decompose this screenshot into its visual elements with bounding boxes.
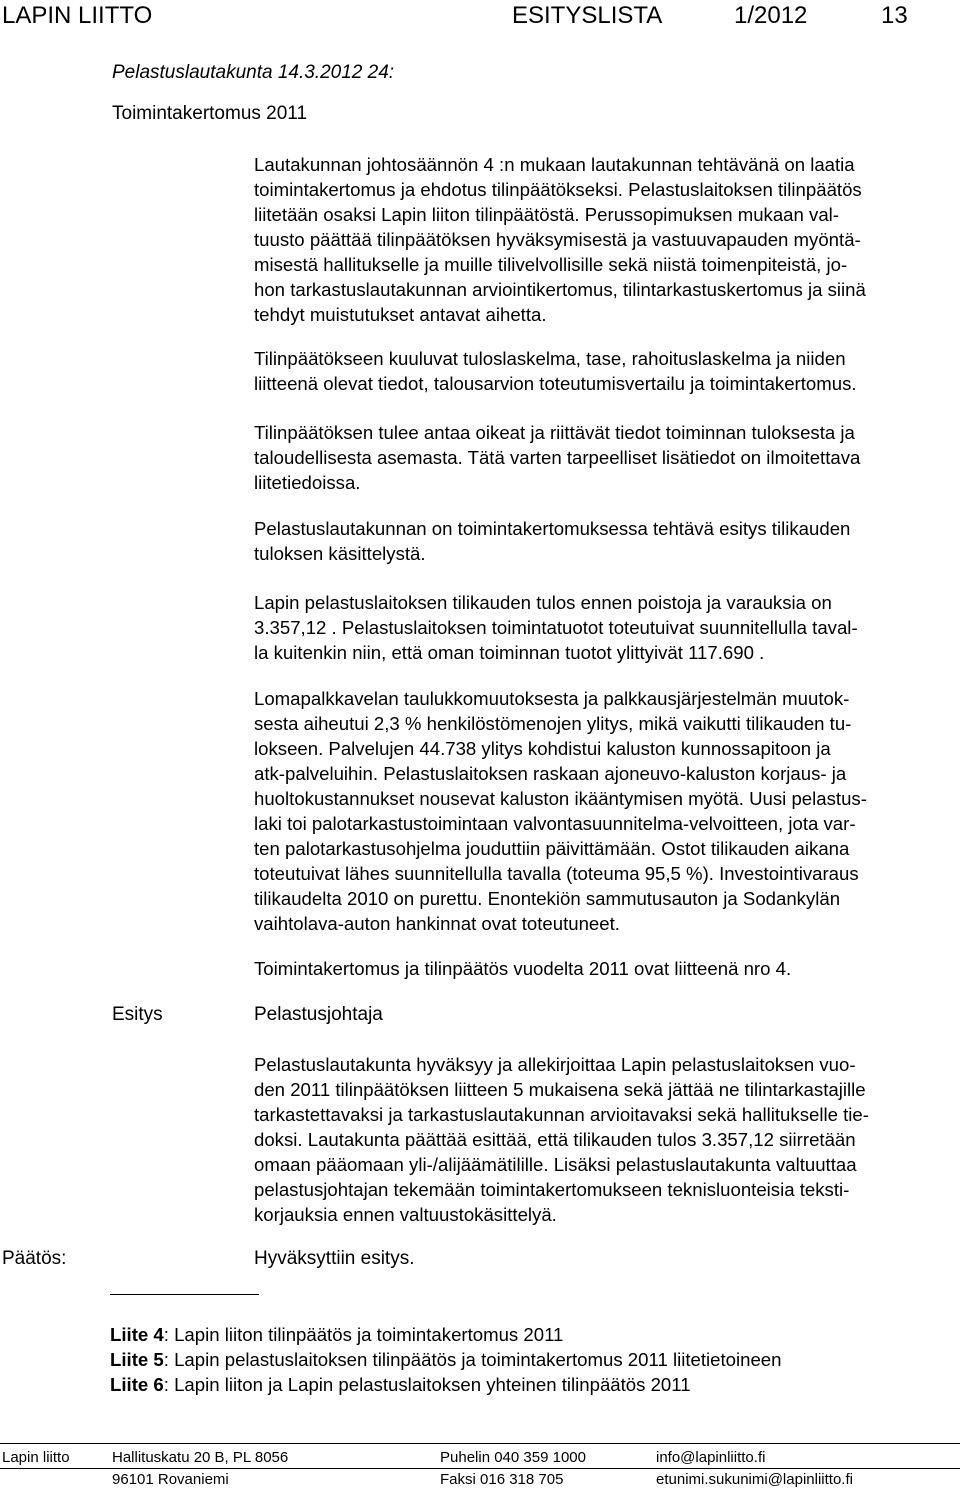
text-line: tehdyt muistutukset antavat aihetta. [254, 304, 547, 325]
header-issue: 1/2012 [734, 2, 808, 29]
footer-row-divider [0, 1468, 960, 1469]
header-page-number: 13 [881, 2, 908, 29]
text-line: taloudellisesta asemasta. Tätä varten tarpeelliset lisätiedot on ilmoitettava [254, 447, 861, 468]
header-doc-type: ESITYSLISTA [512, 2, 663, 29]
attachment-label: Liite 5 [110, 1349, 164, 1370]
footer-fax: Faksi 016 318 705 [440, 1471, 564, 1488]
text-line: ten palotarkastusohjelma jouduttiin päivittämään. Ostot tilikauden aikana [254, 838, 850, 859]
text-line: lokseen. Palvelujen 44.738 ylitys kohdistui kaluston kunnossapitoon ja [254, 738, 831, 759]
footer-divider [0, 1443, 960, 1444]
text-line: Lautakunnan johtosäännön 4 :n mukaan lautakunnan tehtävänä on laatia [254, 154, 855, 175]
proposal-label: Esitys [112, 1004, 163, 1025]
text-line: toteutuivat lähes suunnitellulla tavalla (toteuma 95,5 %). Investointivaraus [254, 863, 859, 884]
item-title: Toimintakertomus 2011 [112, 103, 308, 124]
text-line: toimintakertomus ja ehdotus tilinpäätökseksi. Pelastuslaitoksen tilinpäätös [254, 179, 862, 200]
text-line: Pelastuslautakunta hyväksyy ja allekirjoittaa Lapin pelastuslaitoksen vuo- [254, 1054, 856, 1075]
text-line: Lapin pelastuslaitoksen tilikauden tulos ennen poistoja ja varauksia on [254, 592, 832, 613]
decision-label: Päätös: [2, 1248, 67, 1269]
attachment-text: : Lapin pelastuslaitoksen tilinpäätös ja toimintakertomus 2011 liitetietoineen [163, 1349, 782, 1370]
attachment-text: : Lapin liiton ja Lapin pelastuslaitoksen yhteinen tilinpäätös 2011 [163, 1374, 691, 1395]
signature-rule [110, 1294, 259, 1295]
body-paragraph-6 [254, 686, 960, 936]
text-line: hon tarkastuslautakunnan arviointikertomus, tilintarkastuskertomus ja siinä [254, 279, 866, 300]
proposal-text [254, 1052, 960, 1227]
text-line: vaihtolava-auton hankinnat ovat toteutuneet. [254, 913, 620, 934]
body-paragraph-4 [254, 516, 960, 566]
text-line: tuusto päättää tilinpäätöksen hyväksymisestä ja vastuuvapauden myöntä- [254, 229, 861, 250]
body-paragraph-2 [254, 346, 960, 396]
text-line: den 2011 tilinpäätöksen liitteen 5 mukaisena sekä jättää ne tilintarkastajille [254, 1079, 866, 1100]
text-line: misestä hallitukselle ja muille tilivelvollisille sekä niistä toimenpiteistä, jo- [254, 254, 848, 275]
attachment-text: : Lapin liiton tilinpäätös ja toimintakertomus 2011 [163, 1324, 564, 1345]
footer-email-personal[interactable]: etunimi.sukunimi@lapinliitto.fi [656, 1471, 853, 1488]
text-line: Toimintakertomus ja tilinpäätös vuodelta 2011 ovat liitteenä nro 4. [254, 958, 792, 979]
header-org: LAPIN LIITTO [2, 2, 153, 29]
text-line: tuloksen käsittelystä. [254, 543, 426, 564]
text-line: la kuitenkin niin, että oman toiminnan tuotot ylittyivät 117.690 . [254, 642, 765, 663]
text-line: Tilinpäätökseen kuuluvat tuloslaskelma, tase, rahoituslaskelma ja niiden [254, 348, 846, 369]
footer-address: Hallituskatu 20 B, PL 8056 [112, 1449, 289, 1466]
attachment-label: Liite 4 [110, 1324, 164, 1345]
text-line: atk-palveluihin. Pelastuslaitoksen raskaan ajoneuvo-kaluston korjaus- ja [254, 763, 847, 784]
text-line: liitetiedoissa. [254, 472, 361, 493]
text-line: huoltokustannukset nousevat kaluston ikääntymisen myötä. Uusi pelastus- [254, 788, 867, 809]
text-line: Tilinpäätöksen tulee antaa oikeat ja riittävät tiedot toiminnan tuloksesta ja [254, 422, 855, 443]
text-line: tarkastettavaksi ja tarkastuslautakunnan arvioitavaksi sekä hallitukselle tie- [254, 1104, 869, 1125]
text-line: sesta aiheutui 2,3 % henkilöstömenojen ylitys, mikä vaikutti tilikauden tu- [254, 713, 852, 734]
text-line: doksi. Lautakunta päättää esittää, että tilikauden tulos 3.357,12 siirretään [254, 1129, 856, 1150]
text-line: tilikaudelta 2010 on purettu. Enontekiön sammutusauton ja Sodankylän [254, 888, 841, 909]
footer-phone: Puhelin 040 359 1000 [440, 1449, 586, 1466]
text-line: liitteenä olevat tiedot, talousarvion toteutumisvertailu ja toimintakertomus. [254, 373, 857, 394]
body-paragraph-7 [254, 956, 960, 981]
footer-org: Lapin liitto [2, 1449, 70, 1466]
proposal-presenter: Pelastusjohtaja [254, 1004, 383, 1025]
text-line: laki toi palotarkastustoimintaan valvontasuunnitelma-velvoitteen, jota var- [254, 813, 856, 834]
text-line: Lomapalkkavelan taulukkomuutoksesta ja palkkausjärjestelmän muutok- [254, 688, 850, 709]
meeting-reference: Pelastuslautakunta 14.3.2012 24: [112, 62, 395, 83]
footer-city: 96101 Rovaniemi [112, 1471, 229, 1488]
attachment-item [110, 1323, 563, 1347]
body-paragraph-5 [254, 590, 960, 665]
decision-text: Hyväksyttiin esitys. [254, 1248, 415, 1269]
text-line: liitetään osaksi Lapin liiton tilinpäätöstä. Perussopimuksen mukaan val- [254, 204, 839, 225]
text-line: 3.357,12 . Pelastuslaitoksen toimintatuotot toteutuivat suunnitellulla taval- [254, 617, 858, 638]
attachment-item [110, 1348, 782, 1372]
body-paragraph-3 [254, 420, 960, 495]
footer-email-info[interactable]: info@lapinliitto.fi [656, 1449, 766, 1466]
text-line: Pelastuslautakunnan on toimintakertomuksessa tehtävä esitys tilikauden [254, 518, 851, 539]
attachment-label: Liite 6 [110, 1374, 164, 1395]
text-line: omaan pääomaan yli-/alijäämätilille. Lisäksi pelastuslautakunta valtuuttaa [254, 1154, 857, 1175]
body-paragraph-1 [254, 152, 960, 327]
text-line: pelastusjohtajan tekemään toimintakertomukseen teknisluonteisia teksti- [254, 1179, 850, 1200]
text-line: korjauksia ennen valtuustokäsittelyä. [254, 1204, 557, 1225]
attachment-item [110, 1373, 691, 1397]
